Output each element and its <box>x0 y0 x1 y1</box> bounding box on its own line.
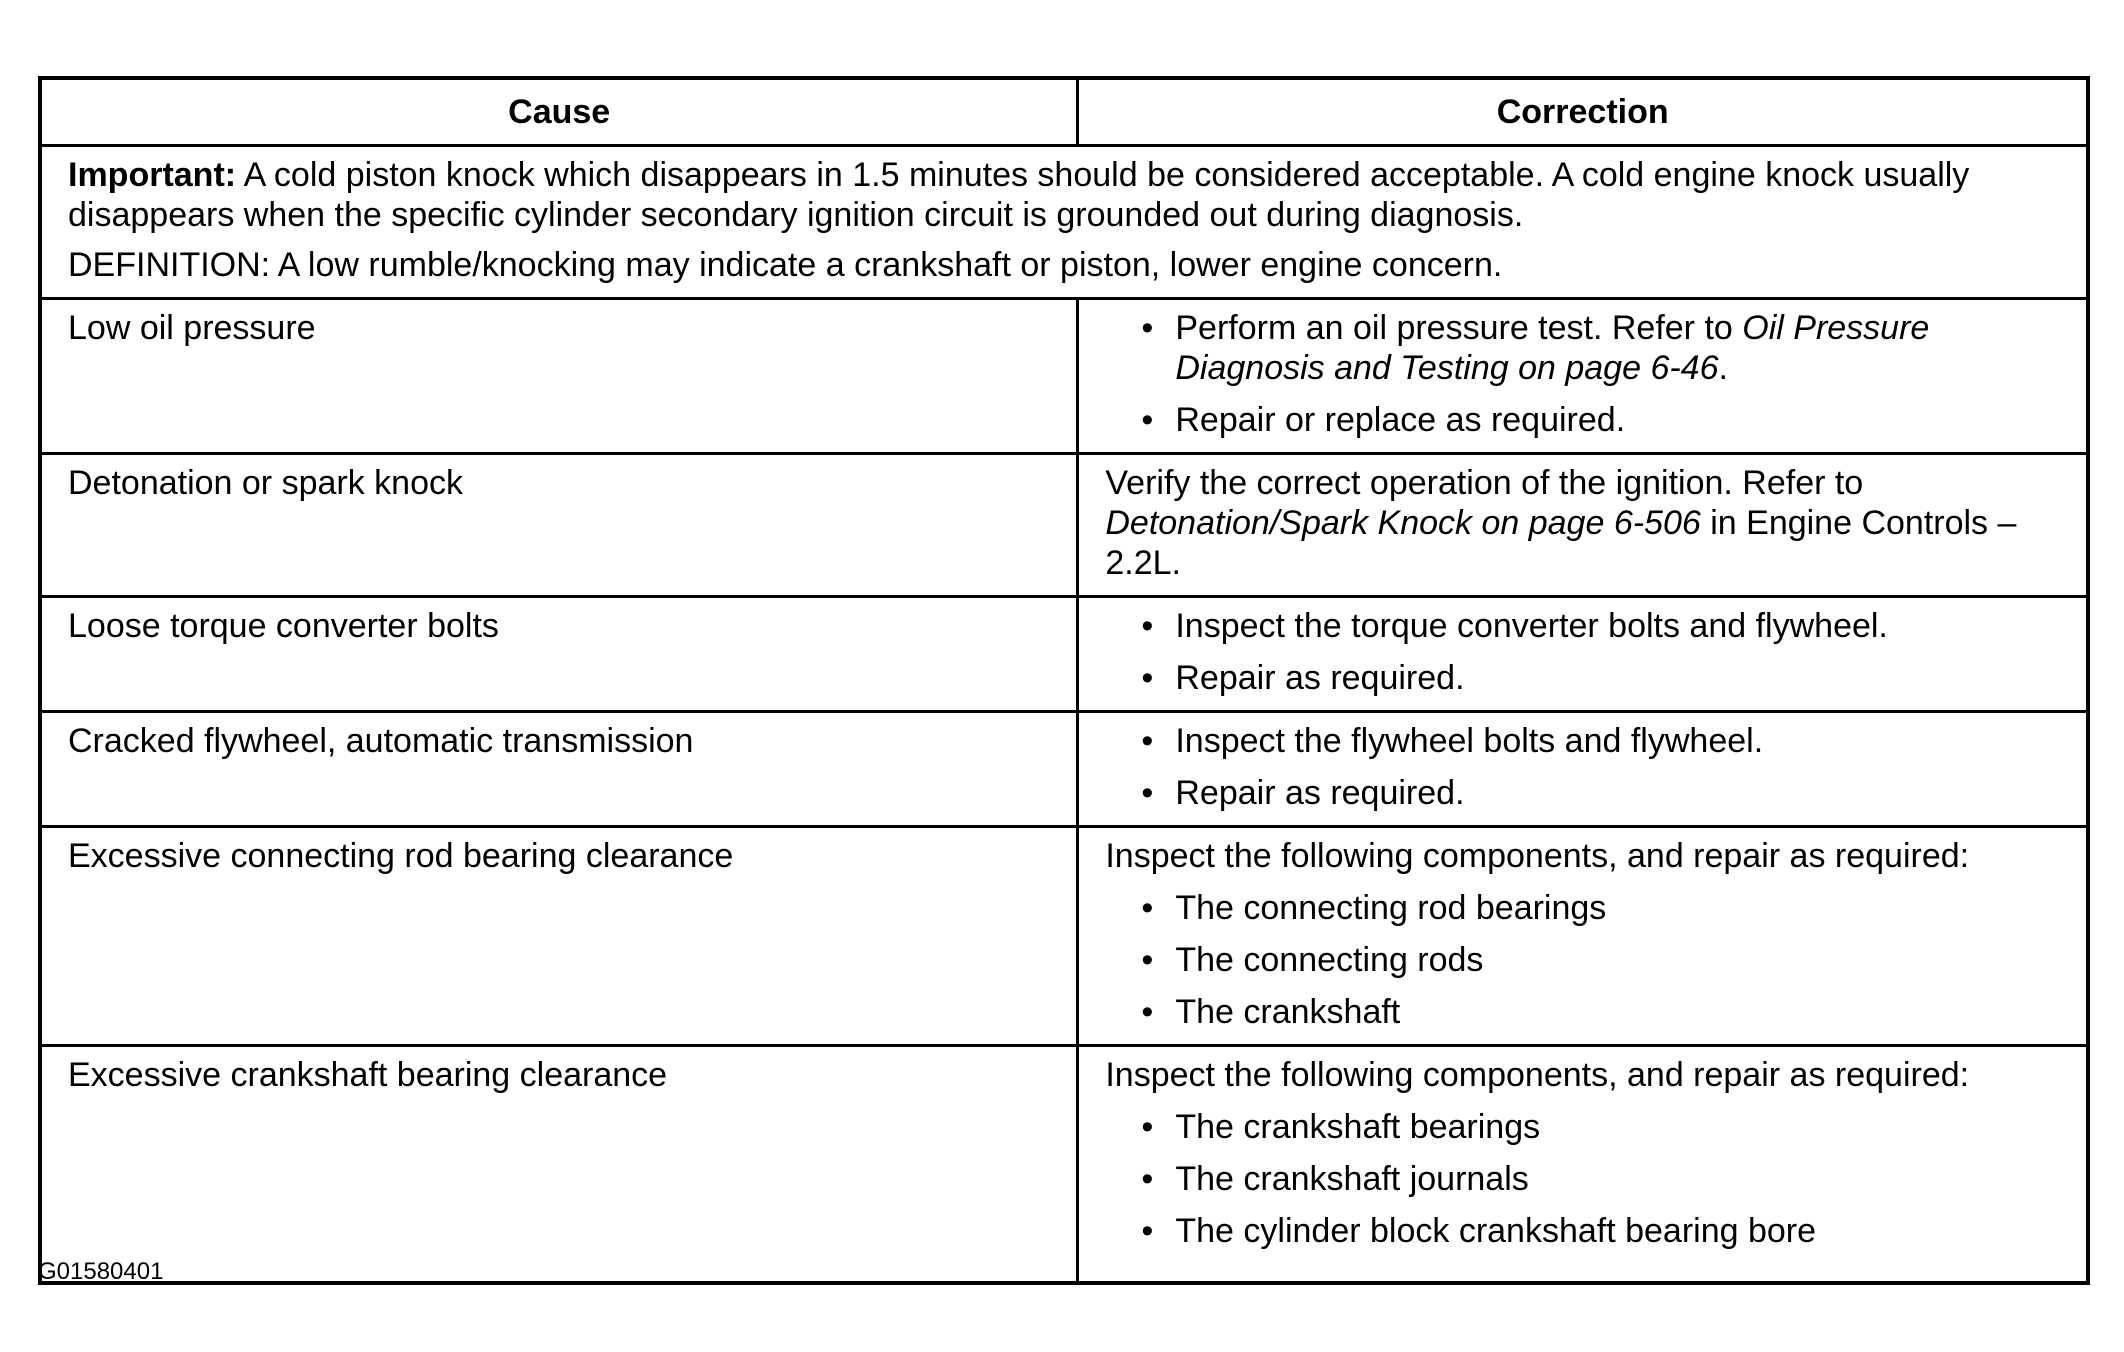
important-label: Important: <box>68 156 237 194</box>
note-cell <box>40 146 2088 299</box>
bullet-item: • The crankshaft bearings <box>1105 1107 2060 1147</box>
bullet-item: • Repair or replace as required. <box>1105 400 2060 440</box>
table-header-row <box>40 78 2088 146</box>
bullet-item: • Inspect the torque converter bolts and flywheel. <box>1105 606 2060 646</box>
cause-cell: Loose torque converter bolts <box>40 597 1078 712</box>
page-reference: Detonation/Spark Knock on page 6-506 <box>1105 504 1701 542</box>
table-row <box>40 827 2088 1046</box>
diagnosis-table <box>38 76 2090 1285</box>
bullet-item: • The cylinder block crankshaft bearing bore <box>1105 1211 2060 1251</box>
bullet-item: • Inspect the flywheel bolts and flywheel. <box>1105 721 2060 761</box>
correction-header: Correction <box>1078 78 2088 146</box>
table-row <box>40 597 2088 712</box>
bullet-item: • The crankshaft journals <box>1105 1159 2060 1199</box>
table-row <box>40 1046 2088 1284</box>
correction-cell <box>1078 597 2088 712</box>
page-reference: Oil Pressure Diagnosis and Testing on page 6-46 <box>1175 309 1930 387</box>
cause-cell: Excessive connecting rod bearing clearance <box>40 827 1078 1046</box>
cause-cell: Cracked flywheel, automatic transmission <box>40 712 1078 827</box>
cause-cell: Low oil pressure <box>40 299 1078 454</box>
figure-id: G01580401 <box>38 1258 164 1285</box>
table-row <box>40 299 2088 454</box>
bullet-item: • Perform an oil pressure test. Refer to Oil Pressure Diagnosis and Testing on page 6-46. <box>1105 308 2060 388</box>
definition-note: DEFINITION: A low rumble/knocking may indicate a crankshaft or piston, lower engine concern. <box>68 246 1503 284</box>
bullet-item: • The crankshaft <box>1105 992 2060 1032</box>
cause-cell: Excessive crankshaft bearing clearance <box>40 1046 1078 1284</box>
bullet-item: • The connecting rod bearings <box>1105 888 2060 928</box>
cause-header: Cause <box>40 78 1078 146</box>
important-text: A cold piston knock which disappears in 1.5 minutes should be considered acceptable. A cold engine knock usually disappears when the specific cylinder secondary ignition circuit is grounded out during diagnosis. <box>68 156 1970 234</box>
correction-intro: Inspect the following components, and repair as required: <box>1105 1056 1970 1094</box>
correction-intro: Inspect the following components, and repair as required: <box>1105 837 1970 875</box>
correction-cell: Verify the correct operation of the ignition. Refer to Detonation/Spark Knock on page 6-506 in Engine Controls – 2.2L. <box>1078 454 2088 597</box>
bullet-item: • Repair as required. <box>1105 658 2060 698</box>
table-row <box>40 712 2088 827</box>
important-note <box>68 155 2060 235</box>
cause-cell: Detonation or spark knock <box>40 454 1078 597</box>
correction-cell <box>1078 827 2088 1046</box>
table-row <box>40 454 2088 597</box>
correction-cell <box>1078 299 2088 454</box>
correction-cell <box>1078 1046 2088 1284</box>
bullet-item: • The connecting rods <box>1105 940 2060 980</box>
note-row <box>40 146 2088 299</box>
correction-cell <box>1078 712 2088 827</box>
bullet-item: • Repair as required. <box>1105 773 2060 813</box>
